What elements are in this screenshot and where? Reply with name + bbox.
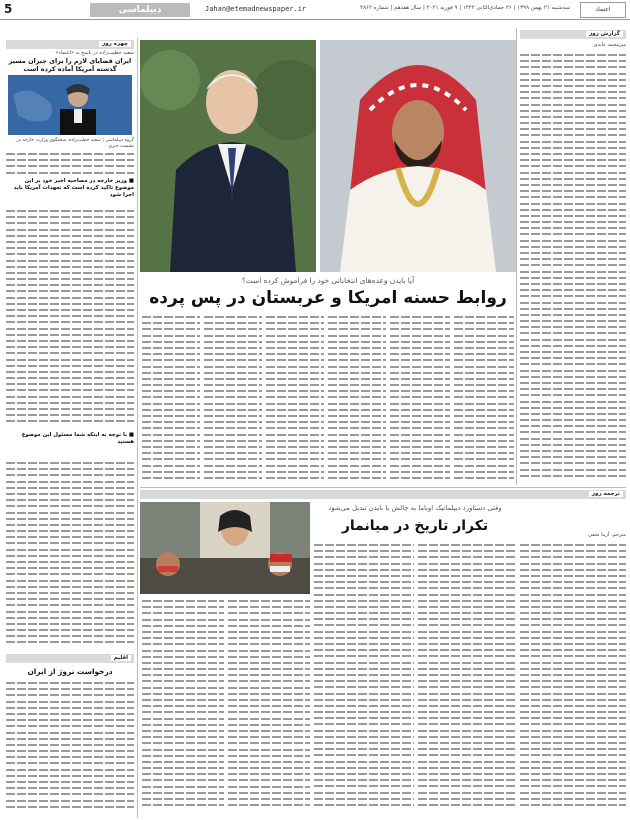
left-body-1	[6, 151, 134, 175]
main-body-col-1	[454, 314, 514, 484]
second-body-col-5	[142, 598, 224, 814]
second-body-col-2	[418, 542, 516, 814]
left-bottom-title: درخواست نروژ از ایران	[27, 667, 113, 676]
page-number: 5	[4, 2, 13, 16]
section-label: دیپلماسی	[90, 3, 190, 17]
second-body-col-1	[520, 542, 626, 814]
second-body-col-3	[314, 542, 414, 814]
protest-photo-art	[140, 502, 310, 594]
column-divider-left	[137, 38, 138, 818]
left-body-3	[6, 460, 134, 650]
crown-prince-photo-art	[320, 40, 516, 272]
left-question-1: ■ وزیر خارجه در مصاحبه اخیر خود بر این موضوع تاکید کرده است که تعهدات آمریکا باید اجرا شود	[13, 178, 134, 198]
main-body-col-3	[328, 314, 386, 484]
saudi-crown-prince-photo	[320, 40, 516, 272]
newspaper-logo: اعتماد	[580, 2, 626, 18]
email-address[interactable]: Jahan@etemadnewspaper.ir	[205, 5, 307, 13]
right-section-header: گزارش روز	[520, 30, 626, 39]
second-story-author: مترجم: آزیتا نجفی	[588, 532, 626, 538]
left-bottom-body	[6, 680, 134, 815]
right-author: میرمحمد عابدی	[593, 42, 626, 48]
left-top-author: سعید خطیب‌زاده در پاسخ به «اعتماد»	[55, 50, 134, 56]
photo-art	[8, 75, 132, 135]
right-body	[520, 52, 626, 484]
main-body-col-5	[204, 314, 262, 484]
left-question-2: ■ با توجه به اینکه شما مسئول این موضوع هستید	[21, 432, 134, 445]
story-divider	[140, 487, 626, 488]
left-mid-author: گروه دیپلماسی | سعید خطیب‌زاده، سخنگوی وزارت خارجه در نشست خبری	[16, 138, 134, 149]
left-body-2	[6, 208, 134, 428]
second-body-col-4	[228, 598, 310, 814]
diplomat-photo	[8, 75, 132, 135]
main-story-kicker: آیا بایدن وعده‌های انتخاباتی خود را فراموش کرده است؟	[241, 276, 415, 285]
second-section-header: ترجمه روز	[140, 490, 626, 499]
biden-photo	[140, 40, 316, 272]
main-story-headline: روابط حسنه امریکا و عربستان در پس پرده	[149, 288, 507, 308]
myanmar-protest-photo	[140, 502, 310, 594]
left-bottom-section-header: اقلیم	[6, 654, 134, 663]
main-body-col-6	[142, 314, 200, 484]
second-story-headline: تکرار تاریخ در میانمار	[341, 518, 489, 534]
column-divider-right	[516, 28, 517, 485]
left-section-header: چهره روز	[6, 40, 134, 49]
main-body-col-2	[390, 314, 450, 484]
biden-photo-art	[140, 40, 316, 272]
second-story-kicker: وقتی دستاورد دیپلماتیک اوباما به چالش با بایدن تبدیل می‌شود	[328, 504, 502, 512]
left-top-title: ایران قضایای لازم را برای جبران مسیر گذشته آمریکا آماده کرده است	[8, 57, 132, 73]
dateline: سه‌شنبه ۲۱ بهمن ۱۳۹۹ | ۲۶ جمادی‌الثانی ۱۴۴۲ | ۹ فوریه ۲۰۲۱ | سال هفدهم | شماره ۴۸۶۲	[360, 5, 570, 11]
main-body-col-4	[266, 314, 324, 484]
